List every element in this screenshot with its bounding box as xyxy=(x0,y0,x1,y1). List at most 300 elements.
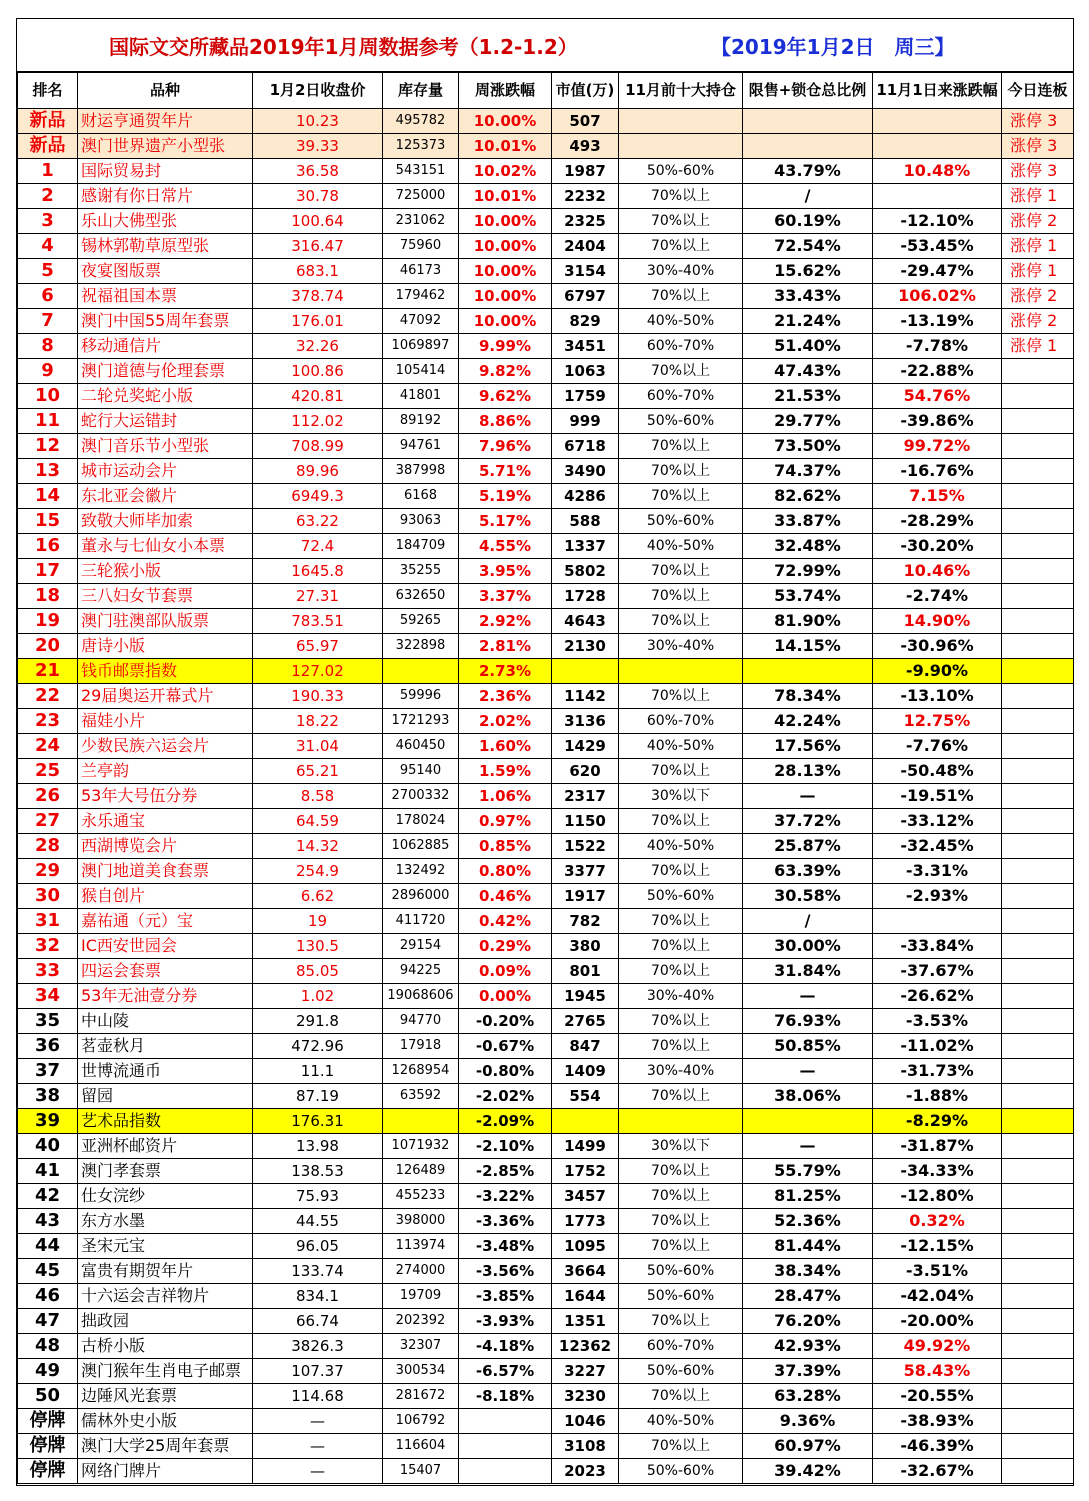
name-cell: 三八妇女节套票 xyxy=(78,584,253,609)
market-value-cell: 1644 xyxy=(552,1284,619,1309)
limit-up-streak-cell: 涨停 1 xyxy=(1002,234,1074,259)
rank-cell: 47 xyxy=(18,1309,78,1334)
limit-up-streak-cell xyxy=(1002,1084,1074,1109)
limit-up-streak-cell xyxy=(1002,1259,1074,1284)
stock-cell: 94225 xyxy=(383,959,459,984)
price-cell: 30.78 xyxy=(253,184,383,209)
market-value-cell xyxy=(552,1109,619,1134)
rank-cell: 49 xyxy=(18,1359,78,1384)
top10-holding-cell: 40%-50% xyxy=(619,1409,743,1434)
market-value-cell: 2765 xyxy=(552,1009,619,1034)
name-cell: IC西安世园会 xyxy=(78,934,253,959)
limit-up-streak-cell xyxy=(1002,1009,1074,1034)
top10-holding-cell: 70%以上 xyxy=(619,209,743,234)
rank-cell: 7 xyxy=(18,309,78,334)
change-since-cell xyxy=(873,109,1002,134)
lock-ratio-cell: — xyxy=(743,1059,873,1084)
lock-ratio-cell: 63.39% xyxy=(743,859,873,884)
price-cell: 783.51 xyxy=(253,609,383,634)
price-cell: 11.1 xyxy=(253,1059,383,1084)
top10-holding-cell: 70%以上 xyxy=(619,359,743,384)
weekly-change-cell: 8.86% xyxy=(459,409,552,434)
lock-ratio-cell xyxy=(743,109,873,134)
table-row xyxy=(18,809,1074,834)
limit-up-streak-cell xyxy=(1002,1234,1074,1259)
limit-up-streak-cell: 涨停 2 xyxy=(1002,209,1074,234)
limit-up-streak-cell xyxy=(1002,659,1074,684)
lock-ratio-cell: 82.62% xyxy=(743,484,873,509)
stock-cell: 184709 xyxy=(383,534,459,559)
price-cell: 36.58 xyxy=(253,159,383,184)
lock-ratio-cell: 47.43% xyxy=(743,359,873,384)
table-row xyxy=(18,859,1074,884)
change-since-cell: 0.32% xyxy=(873,1209,1002,1234)
stock-cell: 2700332 xyxy=(383,784,459,809)
price-cell: 100.64 xyxy=(253,209,383,234)
name-cell: 富贵有期贺年片 xyxy=(78,1259,253,1284)
market-value-cell: 3490 xyxy=(552,459,619,484)
price-cell: 65.21 xyxy=(253,759,383,784)
weekly-change-cell: -3.48% xyxy=(459,1234,552,1259)
price-cell: 27.31 xyxy=(253,584,383,609)
market-value-cell xyxy=(552,659,619,684)
rank-cell: 33 xyxy=(18,959,78,984)
lock-ratio-cell: / xyxy=(743,909,873,934)
stock-cell: 495782 xyxy=(383,109,459,134)
weekly-change-cell: 0.85% xyxy=(459,834,552,859)
weekly-change-cell: 2.02% xyxy=(459,709,552,734)
weekly-change-cell: 0.00% xyxy=(459,984,552,1009)
name-cell: 澳门道德与伦理套票 xyxy=(78,359,253,384)
stock-cell: 94770 xyxy=(383,1009,459,1034)
lock-ratio-cell: 30.58% xyxy=(743,884,873,909)
title-row xyxy=(17,19,1073,72)
weekly-change-cell: 10.00% xyxy=(459,209,552,234)
change-since-cell: -2.74% xyxy=(873,584,1002,609)
change-since-cell: -13.19% xyxy=(873,309,1002,334)
price-cell: 190.33 xyxy=(253,684,383,709)
market-value-cell: 1752 xyxy=(552,1159,619,1184)
name-cell: 澳门大学25周年套票 xyxy=(78,1434,253,1459)
price-cell: 10.23 xyxy=(253,109,383,134)
sheet-title: 国际文交所藏品2019年1月周数据参考（1.2-1.2） xyxy=(109,35,578,59)
top10-holding-cell: 70%以上 xyxy=(619,684,743,709)
stock-cell xyxy=(383,1109,459,1134)
header-weekly-change: 周涨跌幅 xyxy=(459,73,552,109)
weekly-change-cell: -0.67% xyxy=(459,1034,552,1059)
lock-ratio-cell: 37.39% xyxy=(743,1359,873,1384)
rank-cell: 16 xyxy=(18,534,78,559)
price-cell: 32.26 xyxy=(253,334,383,359)
price-cell: 44.55 xyxy=(253,1209,383,1234)
rank-cell: 26 xyxy=(18,784,78,809)
rank-cell: 22 xyxy=(18,684,78,709)
name-cell: 财运亨通贺年片 xyxy=(78,109,253,134)
top10-holding-cell: 70%以上 xyxy=(619,759,743,784)
rank-cell: 20 xyxy=(18,634,78,659)
price-cell: 127.02 xyxy=(253,659,383,684)
limit-up-streak-cell xyxy=(1002,759,1074,784)
change-since-cell: -53.45% xyxy=(873,234,1002,259)
top10-holding-cell: 70%以上 xyxy=(619,459,743,484)
change-since-cell: 7.15% xyxy=(873,484,1002,509)
price-cell: 291.8 xyxy=(253,1009,383,1034)
rank-cell: 48 xyxy=(18,1334,78,1359)
stock-cell: 6168 xyxy=(383,484,459,509)
market-value-cell: 3377 xyxy=(552,859,619,884)
change-since-cell: -33.12% xyxy=(873,809,1002,834)
market-value-cell: 1522 xyxy=(552,834,619,859)
weekly-change-cell xyxy=(459,1434,552,1459)
lock-ratio-cell: 42.93% xyxy=(743,1334,873,1359)
table-row xyxy=(18,759,1074,784)
limit-up-streak-cell xyxy=(1002,534,1074,559)
header-stock: 库存量 xyxy=(383,73,459,109)
top10-holding-cell xyxy=(619,109,743,134)
rank-cell: 43 xyxy=(18,1209,78,1234)
lock-ratio-cell: 60.97% xyxy=(743,1434,873,1459)
limit-up-streak-cell xyxy=(1002,634,1074,659)
weekly-change-cell: -3.85% xyxy=(459,1284,552,1309)
lock-ratio-cell: 31.84% xyxy=(743,959,873,984)
stock-cell: 125373 xyxy=(383,134,459,159)
weekly-change-cell: -4.18% xyxy=(459,1334,552,1359)
weekly-change-cell: -0.20% xyxy=(459,1009,552,1034)
stock-cell: 29154 xyxy=(383,934,459,959)
stock-cell: 178024 xyxy=(383,809,459,834)
rank-cell: 50 xyxy=(18,1384,78,1409)
top10-holding-cell: 50%-60% xyxy=(619,1284,743,1309)
stock-cell xyxy=(383,659,459,684)
top10-holding-cell: 70%以上 xyxy=(619,809,743,834)
rank-cell: 19 xyxy=(18,609,78,634)
top10-holding-cell: 50%-60% xyxy=(619,509,743,534)
limit-up-streak-cell xyxy=(1002,909,1074,934)
lock-ratio-cell: 14.15% xyxy=(743,634,873,659)
table-row xyxy=(18,909,1074,934)
table-row xyxy=(18,109,1074,134)
weekly-change-cell: 9.99% xyxy=(459,334,552,359)
price-cell: 683.1 xyxy=(253,259,383,284)
price-cell: 176.01 xyxy=(253,309,383,334)
table-row xyxy=(18,1134,1074,1159)
top10-holding-cell: 30%-40% xyxy=(619,1059,743,1084)
price-cell: — xyxy=(253,1459,383,1484)
rank-cell: 32 xyxy=(18,934,78,959)
stock-cell: 35255 xyxy=(383,559,459,584)
lock-ratio-cell: 53.74% xyxy=(743,584,873,609)
price-cell: 85.05 xyxy=(253,959,383,984)
name-cell: 移动通信片 xyxy=(78,334,253,359)
market-value-cell: 4286 xyxy=(552,484,619,509)
top10-holding-cell: 70%以上 xyxy=(619,1309,743,1334)
top10-holding-cell: 50%-60% xyxy=(619,159,743,184)
price-cell: 472.96 xyxy=(253,1034,383,1059)
stock-cell: 19068606 xyxy=(383,984,459,1009)
top10-holding-cell: 60%-70% xyxy=(619,709,743,734)
weekly-change-cell xyxy=(459,1409,552,1434)
change-since-cell: -29.47% xyxy=(873,259,1002,284)
table-row xyxy=(18,1384,1074,1409)
top10-holding-cell: 70%以上 xyxy=(619,1434,743,1459)
price-cell: 63.22 xyxy=(253,509,383,534)
change-since-cell: -31.87% xyxy=(873,1134,1002,1159)
price-cell: 3826.3 xyxy=(253,1334,383,1359)
top10-holding-cell: 70%以上 xyxy=(619,1009,743,1034)
table-row xyxy=(18,559,1074,584)
lock-ratio-cell: 60.19% xyxy=(743,209,873,234)
change-since-cell: -12.80% xyxy=(873,1184,1002,1209)
top10-holding-cell: 70%以上 xyxy=(619,484,743,509)
change-since-cell: -8.29% xyxy=(873,1109,1002,1134)
table-row xyxy=(18,1159,1074,1184)
price-cell: 66.74 xyxy=(253,1309,383,1334)
limit-up-streak-cell xyxy=(1002,959,1074,984)
lock-ratio-cell: 15.62% xyxy=(743,259,873,284)
name-cell: 29届奥运开幕式片 xyxy=(78,684,253,709)
stock-cell: 274000 xyxy=(383,1259,459,1284)
top10-holding-cell: 70%以上 xyxy=(619,959,743,984)
lock-ratio-cell: 72.99% xyxy=(743,559,873,584)
limit-up-streak-cell: 涨停 3 xyxy=(1002,159,1074,184)
weekly-change-cell: -2.10% xyxy=(459,1134,552,1159)
change-since-cell: -30.20% xyxy=(873,534,1002,559)
lock-ratio-cell: 30.00% xyxy=(743,934,873,959)
market-value-cell: 620 xyxy=(552,759,619,784)
lock-ratio-cell xyxy=(743,134,873,159)
top10-holding-cell: 60%-70% xyxy=(619,1334,743,1359)
lock-ratio-cell: 25.87% xyxy=(743,834,873,859)
change-since-cell: -39.86% xyxy=(873,409,1002,434)
price-cell: 378.74 xyxy=(253,284,383,309)
weekly-change-cell: -0.80% xyxy=(459,1059,552,1084)
stock-cell: 300534 xyxy=(383,1359,459,1384)
stock-cell: 411720 xyxy=(383,909,459,934)
price-cell: 19 xyxy=(253,909,383,934)
price-cell: — xyxy=(253,1409,383,1434)
name-cell: 澳门中国55周年套票 xyxy=(78,309,253,334)
name-cell: 古桥小版 xyxy=(78,1334,253,1359)
lock-ratio-cell: 38.06% xyxy=(743,1084,873,1109)
table-row xyxy=(18,784,1074,809)
price-cell: 138.53 xyxy=(253,1159,383,1184)
top10-holding-cell: 70%以上 xyxy=(619,609,743,634)
stock-cell: 202392 xyxy=(383,1309,459,1334)
change-since-cell: -42.04% xyxy=(873,1284,1002,1309)
name-cell: 53年无油壹分券 xyxy=(78,984,253,1009)
table-row xyxy=(18,434,1074,459)
top10-holding-cell: 50%-60% xyxy=(619,1259,743,1284)
change-since-cell: -16.76% xyxy=(873,459,1002,484)
change-since-cell: -7.76% xyxy=(873,734,1002,759)
price-cell: 18.22 xyxy=(253,709,383,734)
price-cell: 6949.3 xyxy=(253,484,383,509)
rank-cell: 37 xyxy=(18,1059,78,1084)
change-since-cell: -3.53% xyxy=(873,1009,1002,1034)
rank-cell: 1 xyxy=(18,159,78,184)
market-value-cell: 6797 xyxy=(552,284,619,309)
market-value-cell: 1409 xyxy=(552,1059,619,1084)
price-cell: 176.31 xyxy=(253,1109,383,1134)
change-since-cell: -32.45% xyxy=(873,834,1002,859)
name-cell: 澳门驻澳部队版票 xyxy=(78,609,253,634)
table-row xyxy=(18,734,1074,759)
table-row xyxy=(18,1009,1074,1034)
change-since-cell: -32.67% xyxy=(873,1459,1002,1484)
change-since-cell: 10.46% xyxy=(873,559,1002,584)
table-row xyxy=(18,384,1074,409)
change-since-cell: 106.02% xyxy=(873,284,1002,309)
stock-cell: 398000 xyxy=(383,1209,459,1234)
change-since-cell: -12.15% xyxy=(873,1234,1002,1259)
name-cell: 东方水墨 xyxy=(78,1209,253,1234)
stock-cell: 17918 xyxy=(383,1034,459,1059)
change-since-cell: -46.39% xyxy=(873,1434,1002,1459)
rank-cell: 27 xyxy=(18,809,78,834)
name-cell: 茗壶秋月 xyxy=(78,1034,253,1059)
weekly-change-cell: 2.81% xyxy=(459,634,552,659)
stock-cell: 281672 xyxy=(383,1384,459,1409)
change-since-cell: -9.90% xyxy=(873,659,1002,684)
limit-up-streak-cell xyxy=(1002,884,1074,909)
weekly-change-cell: 0.09% xyxy=(459,959,552,984)
name-cell: 53年大号伍分券 xyxy=(78,784,253,809)
rank-cell: 17 xyxy=(18,559,78,584)
price-cell: 39.33 xyxy=(253,134,383,159)
stock-cell: 89192 xyxy=(383,409,459,434)
table-row xyxy=(18,284,1074,309)
name-cell: 边陲风光套票 xyxy=(78,1384,253,1409)
header-limit-up-streak: 今日连板 xyxy=(1002,73,1074,109)
price-cell: — xyxy=(253,1434,383,1459)
market-value-cell: 3227 xyxy=(552,1359,619,1384)
market-value-cell: 5802 xyxy=(552,559,619,584)
top10-holding-cell: 70%以上 xyxy=(619,234,743,259)
limit-up-streak-cell xyxy=(1002,809,1074,834)
market-value-cell: 829 xyxy=(552,309,619,334)
limit-up-streak-cell xyxy=(1002,359,1074,384)
rank-cell: 45 xyxy=(18,1259,78,1284)
name-cell: 唐诗小版 xyxy=(78,634,253,659)
price-cell: 133.74 xyxy=(253,1259,383,1284)
name-cell: 澳门地道美食套票 xyxy=(78,859,253,884)
name-cell: 澳门音乐节小型张 xyxy=(78,434,253,459)
stock-cell: 75960 xyxy=(383,234,459,259)
top10-holding-cell: 70%以上 xyxy=(619,1384,743,1409)
top10-holding-cell: 50%-60% xyxy=(619,1459,743,1484)
price-cell: 708.99 xyxy=(253,434,383,459)
table-row xyxy=(18,184,1074,209)
weekly-change-cell: 10.00% xyxy=(459,109,552,134)
name-cell: 城市运动会片 xyxy=(78,459,253,484)
stock-cell: 106792 xyxy=(383,1409,459,1434)
market-value-cell: 3230 xyxy=(552,1384,619,1409)
rank-cell: 30 xyxy=(18,884,78,909)
market-value-cell: 3108 xyxy=(552,1434,619,1459)
limit-up-streak-cell xyxy=(1002,1409,1074,1434)
weekly-change-cell: -2.85% xyxy=(459,1159,552,1184)
market-value-cell: 1773 xyxy=(552,1209,619,1234)
market-value-cell: 1150 xyxy=(552,809,619,834)
name-cell: 西湖博览会片 xyxy=(78,834,253,859)
name-cell: 祝福祖国本票 xyxy=(78,284,253,309)
name-cell: 夜宴图版票 xyxy=(78,259,253,284)
price-cell: 834.1 xyxy=(253,1284,383,1309)
weekly-change-cell: -3.36% xyxy=(459,1209,552,1234)
name-cell: 三轮猴小版 xyxy=(78,559,253,584)
limit-up-streak-cell xyxy=(1002,859,1074,884)
stock-cell: 1268954 xyxy=(383,1059,459,1084)
table-row xyxy=(18,1459,1074,1484)
lock-ratio-cell: 37.72% xyxy=(743,809,873,834)
change-since-cell: -7.78% xyxy=(873,334,1002,359)
change-since-cell: -2.93% xyxy=(873,884,1002,909)
weekly-change-cell: 1.60% xyxy=(459,734,552,759)
lock-ratio-cell: 81.25% xyxy=(743,1184,873,1209)
limit-up-streak-cell xyxy=(1002,409,1074,434)
top10-holding-cell: 70%以上 xyxy=(619,284,743,309)
market-value-cell: 1142 xyxy=(552,684,619,709)
table-row xyxy=(18,884,1074,909)
table-row xyxy=(18,459,1074,484)
stock-cell: 322898 xyxy=(383,634,459,659)
rank-cell: 38 xyxy=(18,1084,78,1109)
price-cell: 64.59 xyxy=(253,809,383,834)
limit-up-streak-cell xyxy=(1002,1384,1074,1409)
weekly-change-cell: 0.46% xyxy=(459,884,552,909)
price-cell: 112.02 xyxy=(253,409,383,434)
top10-holding-cell: 70%以上 xyxy=(619,1084,743,1109)
limit-up-streak-cell: 涨停 3 xyxy=(1002,134,1074,159)
market-value-cell: 2325 xyxy=(552,209,619,234)
stock-cell: 19709 xyxy=(383,1284,459,1309)
market-value-cell: 3664 xyxy=(552,1259,619,1284)
market-value-cell: 1987 xyxy=(552,159,619,184)
stock-cell: 93063 xyxy=(383,509,459,534)
limit-up-streak-cell xyxy=(1002,434,1074,459)
stock-cell: 15407 xyxy=(383,1459,459,1484)
limit-up-streak-cell: 涨停 2 xyxy=(1002,309,1074,334)
header-name: 品种 xyxy=(78,73,253,109)
name-cell: 仕女浣纱 xyxy=(78,1184,253,1209)
table-row xyxy=(18,309,1074,334)
top10-holding-cell: 30%-40% xyxy=(619,259,743,284)
name-cell: 钱币邮票指数 xyxy=(78,659,253,684)
limit-up-streak-cell xyxy=(1002,1309,1074,1334)
limit-up-streak-cell xyxy=(1002,1184,1074,1209)
market-value-cell: 3154 xyxy=(552,259,619,284)
weekly-change-cell: 5.71% xyxy=(459,459,552,484)
stock-cell: 32307 xyxy=(383,1334,459,1359)
weekly-change-cell: 10.01% xyxy=(459,134,552,159)
name-cell: 儒林外史小版 xyxy=(78,1409,253,1434)
lock-ratio-cell: 63.28% xyxy=(743,1384,873,1409)
name-cell: 董永与七仙女小本票 xyxy=(78,534,253,559)
rank-cell: 11 xyxy=(18,409,78,434)
change-since-cell: -20.55% xyxy=(873,1384,1002,1409)
stock-cell: 113974 xyxy=(383,1234,459,1259)
stock-cell: 231062 xyxy=(383,209,459,234)
change-since-cell xyxy=(873,184,1002,209)
table-row xyxy=(18,1234,1074,1259)
lock-ratio-cell: 78.34% xyxy=(743,684,873,709)
stock-cell: 179462 xyxy=(383,284,459,309)
limit-up-streak-cell xyxy=(1002,1034,1074,1059)
market-value-cell: 493 xyxy=(552,134,619,159)
top10-holding-cell: 70%以上 xyxy=(619,859,743,884)
price-cell: 1645.8 xyxy=(253,559,383,584)
name-cell: 锡林郭勒草原型张 xyxy=(78,234,253,259)
